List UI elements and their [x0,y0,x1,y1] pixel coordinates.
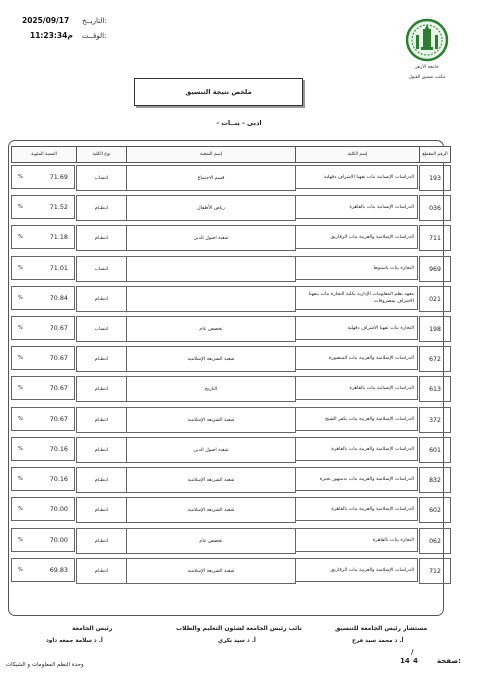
row-type: انتظـام [76,346,127,372]
row-type: انتظـام [76,467,127,493]
row-percent-cell [11,346,75,370]
footer-unit: وحدة النظم المعلومات و الشبكات [6,662,84,668]
row-percent: 70.84 [49,294,68,302]
row-type: انتظـام [76,437,127,463]
col-type-header: نوع الكلية [76,146,127,163]
signature-title-coordination: مستشار رئيس الجامعة للتنسيق [335,625,428,632]
percent-sign: % [18,174,23,180]
row-percent-cell [11,256,75,280]
table-header [8,146,448,162]
row-type: انتظـام [76,195,127,221]
row-division [126,256,296,282]
row-percent: 70.67 [49,354,68,362]
table-row [8,528,442,553]
row-division: شعبة الشريعة الإسلاميه [126,346,296,372]
row-type: انتظـام [76,407,127,433]
row-division: تخصص عام [126,528,296,554]
percent-sign: % [18,537,23,543]
row-type: انتساب [76,165,127,191]
row-division: شعبة الشريعة الإسلامية [126,467,296,493]
table-row [8,256,442,281]
row-faculty: الدراسات الإسلامية والعربية بنات بالقاهرة [295,437,418,461]
row-percent: 70.16 [49,445,68,453]
col-faculty-header: إسم الكلية [295,146,420,163]
signature-name-president: أ. د سلامة جمعه داود [46,638,103,644]
row-percent-cell [11,316,75,340]
row-type: انتظـام [76,225,127,251]
col-division-header: إسم الشعبة [126,146,296,163]
row-percent: 71.69 [49,173,68,181]
percent-sign: % [18,446,23,452]
row-division: شعبة الشريعة الإسلامية [126,497,296,523]
percent-sign: % [18,234,23,240]
row-type: انتساب [76,316,127,342]
page-slash: / [411,648,414,656]
row-faculty: الدراسات الإسلامية والعربية بنات بالقاهرة [295,497,418,521]
row-code: 193 [419,165,451,191]
row-percent: 71.18 [49,233,68,241]
row-percent: 70.00 [49,536,68,544]
percent-sign: % [18,204,23,210]
row-code: 832 [419,467,451,493]
date-value: 2025/09/17 [22,16,70,25]
al-azhar-emblem-icon [405,18,449,62]
table-row [8,437,442,462]
table-row [8,407,442,432]
row-faculty: التجارة بنات بالقاهرة [295,528,418,552]
row-division: رياض الأطفال [126,195,296,221]
row-percent: 70.67 [49,415,68,423]
row-percent: 71.52 [49,203,68,211]
table-row [8,165,442,190]
logo-caption-university: جامعة الأزهر [415,65,439,70]
row-division: قسم الاجتماع [126,165,296,191]
signature-title-vice-president: نائب رئيس الجامعة لشئون التعليم والطلاب [176,625,302,632]
row-code: 672 [419,346,451,372]
row-faculty: الدراسات الإنسانية بنات بالقاهرة [295,195,418,219]
row-percent-cell [11,225,75,249]
row-type: انتظـام [76,376,127,402]
university-logo [405,18,449,62]
percent-sign: % [18,416,23,422]
table-row [8,286,442,311]
row-code: 712 [419,558,451,584]
row-faculty: التجارة بنات تفهنا الاشراف دقهلية [295,316,418,340]
row-type: انتظـام [76,497,127,523]
row-faculty: الدراسات الإنسانية بنات بالقاهرة [295,376,418,400]
row-faculty: الدراسات الإسلامية والعربية بنات الزقازيق [295,558,418,582]
table-row [8,195,442,220]
table-row [8,346,442,371]
percent-sign: % [18,265,23,271]
row-code: 372 [419,407,451,433]
row-percent-cell [11,195,75,219]
row-percent: 70.16 [49,475,68,483]
row-code: 602 [419,497,451,523]
report-subtitle: - ادبى - بنــات [216,119,262,127]
signature-title-president: رئيس الجامعة [72,625,113,632]
row-type: انتظـام [76,286,127,312]
table-row [8,316,442,341]
row-percent: 69.83 [49,566,68,574]
percent-sign: % [18,295,23,301]
row-code: 062 [419,528,451,554]
row-percent-cell [11,467,75,491]
table-row [8,558,442,583]
row-division: شعبة اصول الدين [126,225,296,251]
date-label: التاريــخ: [82,17,107,25]
row-type: انتظـام [76,558,127,584]
col-percent-header: النسبة المئوية [11,146,77,163]
page-label: صفحة: [437,657,461,665]
row-code: 198 [419,316,451,342]
row-faculty: معهد نظم المعلومات الإدارية بكلية التجارة بنات بتفهنا الاشراف بمصروفات [295,286,418,310]
logo-caption-office: مكتب تنسيق القبول [408,75,446,80]
row-percent: 71.01 [49,264,68,272]
row-faculty: الدراسات الإسلامية والعربية بنات بدمنهور بحيرة [295,467,418,491]
row-code: 613 [419,376,451,402]
row-percent-cell [11,376,75,400]
percent-sign: % [18,567,23,573]
signature-name-vice-president: أ. د سيد بكري [218,638,256,644]
time-value: 11:23:34م [30,31,73,40]
row-code: 021 [419,286,451,312]
percent-sign: % [18,325,23,331]
signature-name-coordination: أ. د محمد سيد فرج [352,638,404,644]
page-total: 14 [400,657,410,665]
row-code: 969 [419,256,451,282]
row-faculty: الدراسات الإسلامية والعربية بنات الزقازيق [295,225,418,249]
row-percent: 70.67 [49,384,68,392]
col-code-header: الرقم المقطع [419,146,451,163]
time-label: الوقــت: [82,32,107,40]
percent-sign: % [18,385,23,391]
report-title: ملخص نتيجة التنسيق [134,78,303,106]
row-division: التاريخ [126,376,296,402]
row-division: شعبة الشريعة الإسلامية [126,407,296,433]
table-row [8,225,442,250]
row-type: انتساب [76,256,127,282]
row-division: تخصص عام [126,316,296,342]
percent-sign: % [18,355,23,361]
row-percent: 70.67 [49,324,68,332]
row-faculty: الدراسات الإسلامية والعربية بنات المنصورة [295,346,418,370]
row-percent-cell [11,558,75,582]
row-percent-cell [11,497,75,521]
row-type: انتظـام [76,528,127,554]
row-percent-cell [11,437,75,461]
row-faculty: الدراسات الإسلامية والعربية بنات بكفر الشيخ [295,407,418,431]
row-code: 036 [419,195,451,221]
percent-sign: % [18,476,23,482]
table-row [8,497,442,522]
row-faculty: الدراسات الإنسانية بنات تفهنا الاشراف دقهلية [295,165,418,189]
row-code: 601 [419,437,451,463]
row-division: شعبة اصول الدين [126,437,296,463]
row-percent-cell [11,165,75,189]
table-row [8,376,442,401]
row-code: 711 [419,225,451,251]
row-division [126,286,296,312]
row-faculty: التجارة بنات باسيوط [295,256,418,280]
row-percent: 70.00 [49,505,68,513]
row-percent-cell [11,528,75,552]
page-current: 4 [413,657,418,665]
row-division: شعبة الشريعة الإسلامية [126,558,296,584]
row-percent-cell [11,407,75,431]
row-percent-cell [11,286,75,310]
percent-sign: % [18,506,23,512]
table-row [8,467,442,492]
